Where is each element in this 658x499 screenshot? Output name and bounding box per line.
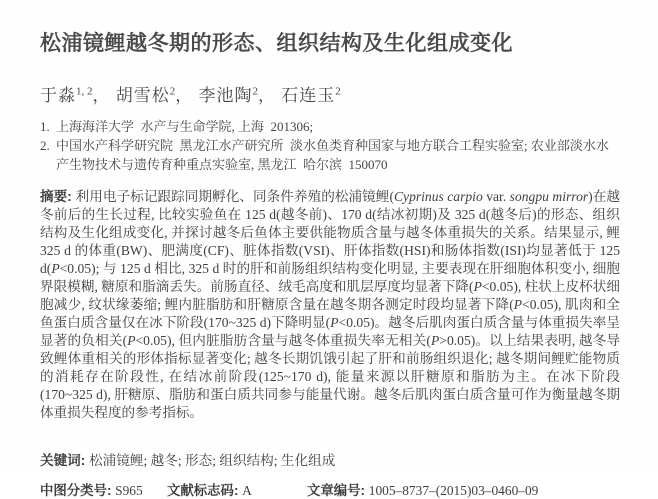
abstract-italic-run: P	[430, 333, 440, 348]
author-affiliation-superscript: 2	[169, 85, 176, 98]
abstract-paragraph	[40, 188, 620, 422]
abstract-italic-run: P	[127, 333, 136, 348]
keywords-text: 松浦镜鲤; 越冬; 形态; 组织结构; 生化组成	[89, 453, 336, 468]
abstract-label: 摘要:	[40, 189, 76, 204]
abstract-italic-run: P	[513, 297, 523, 312]
author-affiliation-superscript: 1, 2	[76, 85, 93, 98]
author-name: 石连玉$^2$	[281, 85, 341, 105]
author-name: 李池陶$^2$	[198, 85, 258, 105]
affiliation-number: 2.	[40, 138, 50, 153]
clc-label: 中图分类号:	[40, 482, 116, 498]
keywords-line	[40, 453, 620, 469]
abstract-italic-run: P	[51, 261, 60, 276]
document-code	[167, 483, 307, 499]
clc-value: S965	[115, 482, 143, 498]
abstract-run: <0.05), 柱状上皮杯状细胞减少, 纹状缘萎缩; 鲤内脏脂肪和肝糖原含量在越冬期各测定时段均显著下降(	[40, 279, 620, 312]
abstract-italic-run: P	[330, 315, 339, 330]
affiliation-text: 上海海洋大学 水产与生命学院, 上海 201306;	[56, 119, 314, 134]
author-list: 于淼$^{1, 2}$， 胡雪松$^2$， 李池陶$^2$， 石连玉$^2$	[40, 85, 341, 105]
abstract-italic-run: P	[473, 279, 482, 294]
affiliation-row	[40, 136, 620, 174]
affiliation-row	[40, 117, 620, 136]
affiliation-list	[40, 117, 620, 174]
author-name: 胡雪松$^2$	[115, 85, 176, 105]
document-code-value: A	[242, 482, 252, 498]
affiliation-number: 1.	[40, 119, 50, 134]
affiliation-text: 中国水产科学研究院 黑龙江水产研究所 淡水鱼类育种国家与地方联合工程实验室; 农业部淡水水产生物技术与遗传育种重点实验室, 黑龙江 哈尔滨 150070	[56, 138, 609, 172]
abstract-run: >0.05)。以上结果表明, 越冬导致鲤体重相关的形体指标显著变化; 越冬长期饥饿引起了肝和前肠组织退化; 越冬期间鲤贮能物质的消耗存在阶段性, 在结冰前阶段(125~170 d), 能量来源以肝糖原和脂肪为主。在冰下阶段(170~325 d), 肝糖原、脂肪和蛋白质共同参与能量代谢。越冬后肌肉蛋白质含量可作为衡量越冬期体重损失程度的参考指标。	[40, 333, 621, 420]
paper-title: 松浦镜鲤越冬期的形态、组织结构及生化组成变化	[40, 32, 513, 55]
abstract-run: <0.05), 但内脏脂肪含量与越冬体重损失率无相关(	[135, 333, 431, 348]
clc-number	[40, 483, 167, 499]
article-id	[307, 483, 620, 499]
meta-line	[40, 483, 620, 499]
abstract-italic-run: songpu mirror	[509, 189, 589, 204]
abstract-run: 利用电子标记跟踪同期孵化、同条件养殖的松浦镜鲤(	[75, 189, 394, 204]
abstract-run: var.	[482, 189, 510, 204]
abstract-run: <0.05)。越冬后肌肉蛋白质含量与体重损失率呈显著的负相关(	[40, 315, 620, 348]
article-id-value: 1005–8737–(2015)03–0460–09	[368, 482, 539, 498]
abstract-italic-run: Cyprinus carpio	[393, 189, 483, 204]
abstract-run: )在越冬前后的生长过程, 比较实验鱼在 125 d(越冬前)、170 d(结冰初期)及 325 d(越冬后)的形态、组织结构及生化组成变化, 并探讨越冬后鱼体主要供能物质含量与越冬体重损失的关系。结果显示, 鲤 325 d 的体重(BW)、肥满度(CF)、脏体指数(VSI)、肝体指数(HSI)和肠体指数(ISI)均显著低于 125 d(	[40, 189, 620, 276]
article-id-label: 文章编号:	[307, 482, 369, 498]
abstract-text	[40, 189, 620, 420]
abstract-run: <0.05), 肌肉和全鱼蛋白质含量仅在冰下阶段(170~325 d)下降明显(	[40, 297, 620, 330]
author-affiliation-superscript: 2	[252, 85, 258, 98]
document-code-label: 文献标志码:	[167, 482, 243, 498]
keywords-label: 关键词:	[40, 453, 90, 468]
abstract-run: <0.05); 与 125 d 相比, 325 d 时的肝和前肠组织结构变化明显, 主要表现在肝细胞体积变小, 细胞界限模糊, 糖原和脂滴丢失。前肠直径、绒毛高度和肌层厚度均显著下降(	[40, 261, 620, 294]
author-affiliation-superscript: 2	[335, 85, 341, 98]
author-name: 于淼$^{1, 2}$	[40, 85, 93, 105]
